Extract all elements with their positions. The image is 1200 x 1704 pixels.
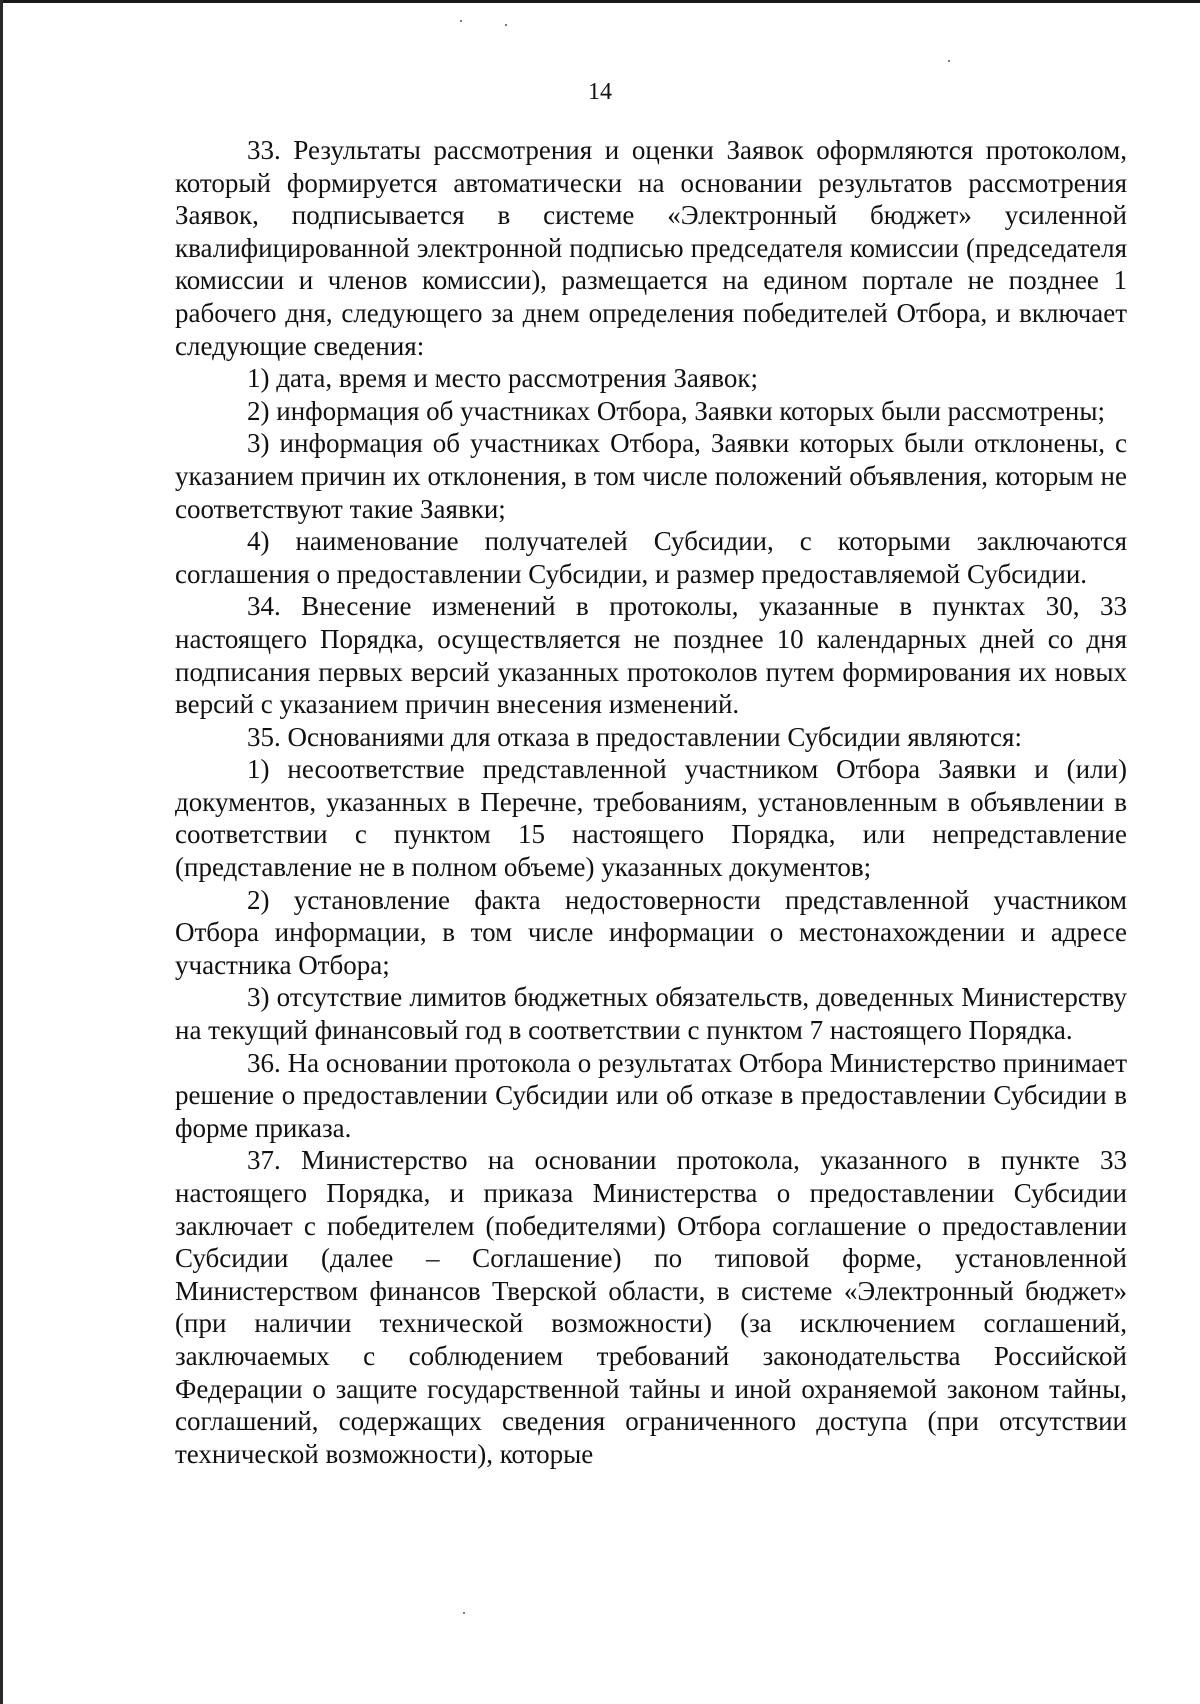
paragraph-35-item-1: 1) несоответствие представленной участником Отбора Заявки и (или) документов, указанных в Перечне, требованиям, установленным в объявлении в соответствии с пунктом 15 настоящего Порядка, или непредставление (представление не в полном объеме) указанных документов; [175, 754, 1127, 883]
document-body [175, 134, 1127, 1470]
page-number: 14 [588, 79, 612, 105]
paragraph-33-item-3: 3) информация об участниках Отбора, Заявки которых были отклонены, с указанием причин их отклонения, в том числе положений объявления, которым не соответствуют такие Заявки; [175, 428, 1127, 524]
paragraph-33: 33. Результаты рассмотрения и оценки Заявок оформляются протоколом, который формируется автоматически на основании результатов рассмотрения Заявок, подписывается в системе «Электронный бюджет» усиленной квалифицированной электронной подписью председателя комиссии (председателя комиссии и членов комиссии), размещается на едином портале не позднее 1 рабочего дня, следующего за днем определения победителей Отбора, и включает следующие сведения: [175, 135, 1127, 361]
paragraph-37: 37. Министерство на основании протокола, указанного в пункте 33 настоящего Порядка, и приказа Министерства о предоставлении Субсидии заключает с победителем (победителями) Отбора соглашение о предоставлении Субсидии (далее – Соглашение) по типовой форме, установленной Министерством финансов Тверской области, в системе «Электронный бюджет» (при наличии технической возможности) (за исключением соглашений, заключаемых с соблюдением требований законодательства Российской Федерации о защите государственной тайны и иной охраняемой законом тайны, соглашений, содержащих сведения ограниченного доступа (при отсутствии технической возможности), которые [175, 1145, 1127, 1469]
paragraph-36: 36. На основании протокола о результатах Отбора Министерство принимает решение о предоставлении Субсидии или об отказе в предоставлении Субсидии в форме приказа. [175, 1047, 1127, 1143]
scan-border-left [0, 0, 3, 1704]
scan-speck [505, 24, 507, 26]
scan-speck [460, 20, 462, 22]
paragraph-35-item-2: 2) установление факта недостоверности представленной участником Отбора информации, в том числе информации о местонахождении и адресе участника Отбора; [175, 884, 1127, 980]
paragraph-33-item-1: 1) дата, время и место рассмотрения Заявок; [247, 363, 758, 394]
paragraph-35: 35. Основаниями для отказа в предоставлении Субсидии являются: [247, 721, 1022, 752]
paragraph-33-item-4: 4) наименование получателей Субсидии, с которыми заключаются соглашения о предоставлении Субсидии, и размер предоставляемой Субсидии. [175, 526, 1127, 589]
scan-speck [463, 1612, 465, 1614]
paragraph-35-item-3: 3) отсутствие лимитов бюджетных обязательств, доведенных Министерству на текущий финансовый год в соответствии с пунктом 7 настоящего Порядка. [175, 982, 1127, 1046]
scan-border-top [0, 0, 1200, 3]
paragraph-33-item-2: 2) информация об участниках Отбора, Заявки которых были рассмотрены; [247, 395, 1106, 426]
scan-speck [948, 60, 950, 62]
paragraph-34: 34. Внесение изменений в протоколы, указанные в пунктах 30, 33 настоящего Порядка, осуществляется не позднее 10 календарных дней со дня подписания первых версий указанных протоколов путем формирования их новых версий с указанием причин внесения изменений. [175, 591, 1127, 720]
